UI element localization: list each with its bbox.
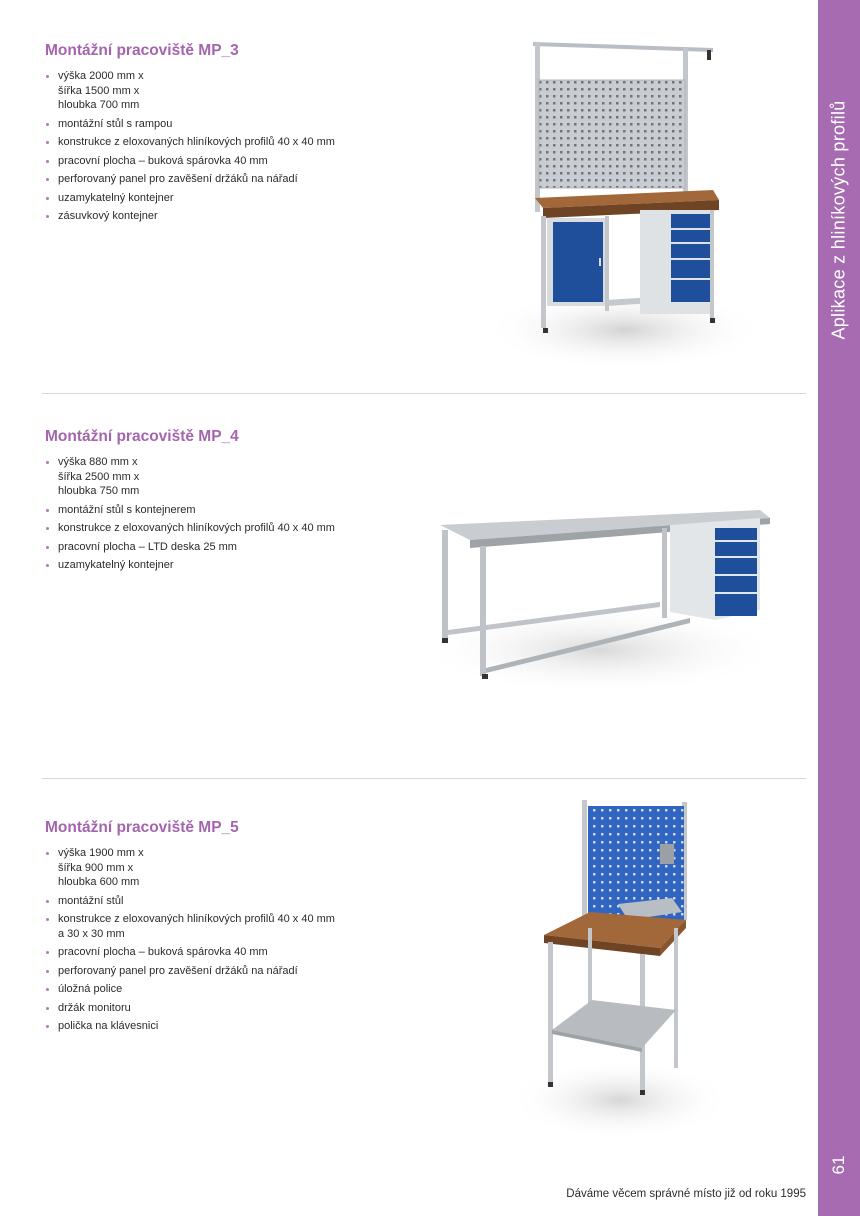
spec-line: a 30 x 30 mm [58, 927, 125, 940]
spec-item [45, 964, 385, 979]
spec-item [45, 154, 385, 169]
spec-line: perforovaný panel pro zavěšení držáků na nářadí [58, 173, 298, 185]
chapter-title: Aplikace z hliníkových profilů [828, 100, 849, 340]
workstation-mp4-image [410, 500, 780, 700]
section-mp5 [45, 819, 385, 1038]
spec-line: pracovní plocha – buková spárovka 40 mm [58, 946, 268, 958]
spec-line: montážní stůl s rampou [58, 117, 173, 130]
spec-list [45, 846, 385, 1034]
section-mp3 [45, 42, 385, 228]
spec-item [45, 1019, 385, 1034]
spec-item [45, 172, 385, 187]
section-title: Montážní pracoviště MP_4 [45, 428, 239, 445]
spec-item [45, 982, 385, 997]
spec-line: uzamykatelný kontejner [58, 559, 174, 571]
spec-line: zásuvkový kontejner [58, 210, 158, 222]
spec-line: montážní stůl s kontejnerem [58, 503, 196, 516]
spec-item [45, 521, 385, 536]
spec-item [45, 135, 385, 150]
workstation-mp5-image [510, 790, 750, 1150]
page-number: 61 [829, 1155, 848, 1175]
section-title: Montážní pracoviště MP_5 [45, 819, 239, 836]
spec-item [45, 503, 385, 518]
spec-line: perforovaný panel pro zavěšení držáků na nářadí [58, 964, 298, 977]
spec-line: konstrukce z eloxovaných hliníkových profilů 40 x 40 mm [58, 136, 335, 148]
spec-item [45, 69, 385, 113]
spec-item [45, 846, 385, 890]
spec-line: konstrukce z eloxovaných hliníkových profilů 40 x 40 mm [58, 913, 335, 925]
spec-item [45, 540, 385, 555]
spec-line: polička na klávesnici [58, 1020, 159, 1032]
spec-item [45, 455, 385, 499]
spec-line: hloubka 600 mm [58, 876, 140, 888]
section-divider [42, 778, 806, 779]
spec-line: uzamykatelný kontejner [58, 191, 174, 204]
spec-line: šířka 900 mm x [58, 861, 134, 874]
spec-line: pracovní plocha – LTD deska 25 mm [58, 540, 237, 553]
spec-list [45, 455, 385, 573]
spec-line: hloubka 700 mm [58, 99, 140, 111]
footer-slogan: Dáváme věcem správné místo již od roku 1995 [566, 1188, 806, 1200]
spec-line: konstrukce z eloxovaných hliníkových profilů 40 x 40 mm [58, 522, 335, 534]
spec-list [45, 69, 385, 224]
spec-line: úložná police [58, 983, 123, 995]
spec-item [45, 558, 385, 573]
spec-item [45, 191, 385, 206]
section-mp4 [45, 428, 385, 577]
spec-item [45, 894, 385, 909]
spec-line: výška 1900 mm x [58, 847, 144, 859]
section-divider [42, 393, 806, 394]
spec-item [45, 1001, 385, 1016]
spec-line: šířka 2500 mm x [58, 470, 140, 483]
spec-item [45, 117, 385, 132]
spec-line: držák monitoru [58, 1001, 131, 1014]
spec-line: výška 880 mm x [58, 456, 138, 468]
spec-line: výška 2000 mm x [58, 70, 144, 82]
spec-item [45, 912, 385, 941]
spec-line: šířka 1500 mm x [58, 84, 140, 97]
section-title: Montážní pracoviště MP_3 [45, 42, 239, 59]
workstation-mp3-image [495, 30, 775, 380]
spec-item [45, 209, 385, 224]
spec-line: hloubka 750 mm [58, 485, 140, 497]
spec-line: montážní stůl [58, 894, 124, 907]
spec-line: pracovní plocha – buková spárovka 40 mm [58, 154, 268, 167]
spec-item [45, 945, 385, 960]
